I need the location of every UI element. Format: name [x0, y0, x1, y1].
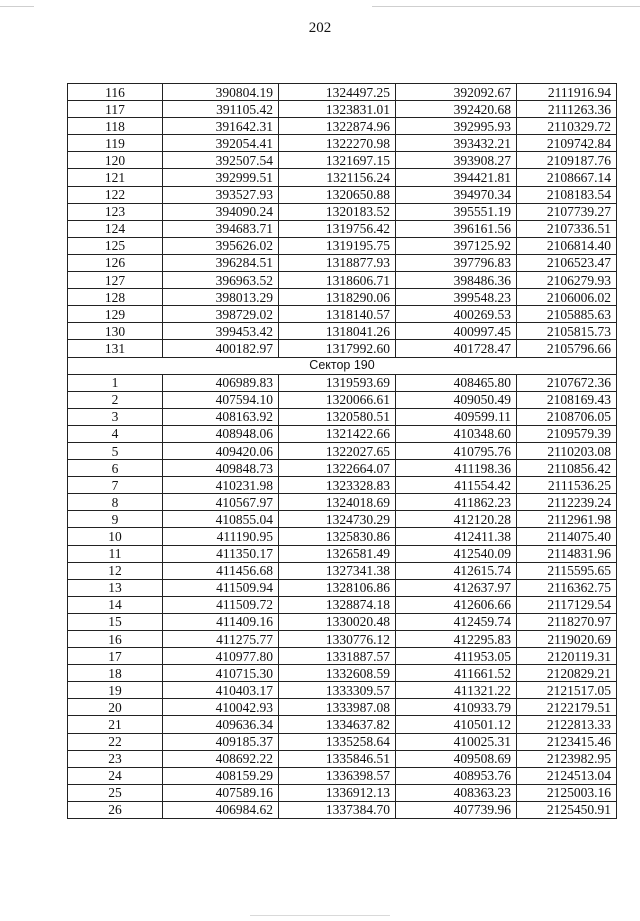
table-row: [68, 220, 617, 237]
point-number-cell: 119: [68, 135, 163, 152]
point-number-cell: 11: [68, 545, 163, 562]
point-number-cell: 2: [68, 391, 163, 408]
coordinate-cell: 2107336.51: [517, 220, 617, 237]
coordinate-cell: 409599.11: [396, 408, 517, 425]
coordinate-cell: 2106006.02: [517, 289, 617, 306]
table-row: [68, 562, 617, 579]
coordinate-cell: 2120119.31: [517, 648, 617, 665]
point-number-cell: 23: [68, 750, 163, 767]
coordinate-cell: 396284.51: [163, 254, 279, 271]
point-number-cell: 6: [68, 460, 163, 477]
table-row: [68, 494, 617, 511]
coordinates-table: [67, 83, 617, 819]
coordinate-cell: 2112239.24: [517, 494, 617, 511]
coordinate-cell: 1325830.86: [279, 528, 396, 545]
table-row: [68, 716, 617, 733]
table-row: [68, 169, 617, 186]
coordinate-cell: 2106523.47: [517, 254, 617, 271]
coordinate-cell: 1335846.51: [279, 750, 396, 767]
coordinate-cell: 2112961.98: [517, 511, 617, 528]
point-number-cell: 12: [68, 562, 163, 579]
coordinate-cell: 394683.71: [163, 220, 279, 237]
coordinate-cell: 407739.96: [396, 801, 517, 818]
point-number-cell: 120: [68, 152, 163, 169]
coordinate-cell: 2123982.95: [517, 750, 617, 767]
coordinate-cell: 2122813.33: [517, 716, 617, 733]
coordinate-cell: 1333309.57: [279, 682, 396, 699]
coordinate-cell: 2105815.73: [517, 323, 617, 340]
coordinate-cell: 410348.60: [396, 425, 517, 442]
coordinate-cell: 2121517.05: [517, 682, 617, 699]
table-row: [68, 101, 617, 118]
coordinate-cell: 1328874.18: [279, 596, 396, 613]
point-number-cell: 25: [68, 784, 163, 801]
coordinate-cell: 2106279.93: [517, 272, 617, 289]
coordinate-cell: 411350.17: [163, 545, 279, 562]
coordinate-cell: 1324018.69: [279, 494, 396, 511]
table-row: [68, 784, 617, 801]
point-number-cell: 116: [68, 84, 163, 101]
coordinate-cell: 410977.80: [163, 648, 279, 665]
coordinate-cell: 1335258.64: [279, 733, 396, 750]
table-row: [68, 254, 617, 271]
point-number-cell: 18: [68, 665, 163, 682]
coordinate-cell: 409848.73: [163, 460, 279, 477]
coordinate-cell: 407594.10: [163, 391, 279, 408]
coordinate-cell: 1319195.75: [279, 237, 396, 254]
point-number-cell: 13: [68, 579, 163, 596]
coordinate-cell: 391642.31: [163, 118, 279, 135]
coordinate-cell: 2125003.16: [517, 784, 617, 801]
table-row: [68, 84, 617, 101]
coordinate-cell: 410501.12: [396, 716, 517, 733]
coordinate-cell: 412459.74: [396, 613, 517, 630]
coordinate-cell: 392054.41: [163, 135, 279, 152]
coordinate-cell: 410042.93: [163, 699, 279, 716]
coordinate-cell: 393527.93: [163, 186, 279, 203]
coordinate-cell: 1323831.01: [279, 101, 396, 118]
table-row: [68, 306, 617, 323]
coordinate-cell: 2110329.72: [517, 118, 617, 135]
coordinate-cell: 2108169.43: [517, 391, 617, 408]
point-number-cell: 1: [68, 374, 163, 391]
coordinate-cell: 400269.53: [396, 306, 517, 323]
coordinate-cell: 406984.62: [163, 801, 279, 818]
top-divider-left: [0, 6, 34, 7]
coordinate-cell: 409420.06: [163, 442, 279, 459]
coordinate-cell: 410795.76: [396, 442, 517, 459]
point-number-cell: 16: [68, 631, 163, 648]
point-number-cell: 4: [68, 425, 163, 442]
coordinate-cell: 407589.16: [163, 784, 279, 801]
coordinate-cell: 412295.83: [396, 631, 517, 648]
coordinate-cell: 1326581.49: [279, 545, 396, 562]
coordinate-cell: 412606.66: [396, 596, 517, 613]
coordinate-cell: 411321.22: [396, 682, 517, 699]
table-row: [68, 135, 617, 152]
coordinate-cell: 399548.23: [396, 289, 517, 306]
sector-label: Сектор 190: [68, 357, 617, 374]
coordinate-cell: 412615.74: [396, 562, 517, 579]
table-row: [68, 442, 617, 459]
table-row: [68, 596, 617, 613]
point-number-cell: 9: [68, 511, 163, 528]
point-number-cell: 8: [68, 494, 163, 511]
coordinate-cell: 1321697.15: [279, 152, 396, 169]
coordinate-cell: 1318140.57: [279, 306, 396, 323]
coordinate-cell: 396963.52: [163, 272, 279, 289]
table-row: [68, 545, 617, 562]
coordinate-cell: 2107672.36: [517, 374, 617, 391]
coordinate-cell: 2110203.08: [517, 442, 617, 459]
coordinate-cell: 410231.98: [163, 477, 279, 494]
point-number-cell: 118: [68, 118, 163, 135]
coordinate-cell: 1333987.08: [279, 699, 396, 716]
point-number-cell: 14: [68, 596, 163, 613]
coordinate-cell: 2123415.46: [517, 733, 617, 750]
table-row: [68, 801, 617, 818]
point-number-cell: 131: [68, 340, 163, 357]
coordinate-cell: 2119020.69: [517, 631, 617, 648]
coordinate-cell: 392995.93: [396, 118, 517, 135]
point-number-cell: 126: [68, 254, 163, 271]
point-number-cell: 20: [68, 699, 163, 716]
coordinate-cell: 398013.29: [163, 289, 279, 306]
coordinate-cell: 1318041.26: [279, 323, 396, 340]
coordinate-cell: 2114831.96: [517, 545, 617, 562]
coordinate-cell: 1320183.52: [279, 203, 396, 220]
coordinate-cell: 412637.97: [396, 579, 517, 596]
coordinate-cell: 411190.95: [163, 528, 279, 545]
coordinate-cell: 1322874.96: [279, 118, 396, 135]
coordinate-cell: 406989.83: [163, 374, 279, 391]
coordinate-cell: 1319593.69: [279, 374, 396, 391]
point-number-cell: 26: [68, 801, 163, 818]
coordinate-cell: 1330020.48: [279, 613, 396, 630]
coordinate-cell: 1336912.13: [279, 784, 396, 801]
coordinate-cell: 392420.68: [396, 101, 517, 118]
coordinate-cell: 2107739.27: [517, 203, 617, 220]
sector-row: [68, 357, 617, 374]
coordinate-cell: 2108667.14: [517, 169, 617, 186]
coordinate-cell: 411509.72: [163, 596, 279, 613]
coordinate-cell: 2105885.63: [517, 306, 617, 323]
coordinate-cell: 410715.30: [163, 665, 279, 682]
page-number: 202: [308, 20, 332, 36]
table-row: [68, 579, 617, 596]
coordinate-cell: 411862.23: [396, 494, 517, 511]
table-row: [68, 425, 617, 442]
coordinate-cell: 395551.19: [396, 203, 517, 220]
coordinate-cell: 411275.77: [163, 631, 279, 648]
coordinate-cell: 411409.16: [163, 613, 279, 630]
coordinate-cell: 1331887.57: [279, 648, 396, 665]
coordinate-cell: 1322664.07: [279, 460, 396, 477]
coordinate-cell: 2124513.04: [517, 767, 617, 784]
coordinate-cell: 399453.42: [163, 323, 279, 340]
point-number-cell: 123: [68, 203, 163, 220]
table-row: [68, 750, 617, 767]
coordinate-cell: 391105.42: [163, 101, 279, 118]
coordinate-cell: 409050.49: [396, 391, 517, 408]
coordinate-cell: 1319756.42: [279, 220, 396, 237]
coordinate-cell: 1336398.57: [279, 767, 396, 784]
coordinate-cell: 394421.81: [396, 169, 517, 186]
coordinate-cell: 408692.22: [163, 750, 279, 767]
table-row: [68, 272, 617, 289]
table-row: [68, 186, 617, 203]
coordinate-cell: 412120.28: [396, 511, 517, 528]
table-row: [68, 511, 617, 528]
point-number-cell: 7: [68, 477, 163, 494]
coordinate-cell: 410933.79: [396, 699, 517, 716]
coordinate-cell: 411198.36: [396, 460, 517, 477]
coordinate-cell: 1322027.65: [279, 442, 396, 459]
table-row: [68, 733, 617, 750]
coordinate-cell: 2109742.84: [517, 135, 617, 152]
coordinate-cell: 2109579.39: [517, 425, 617, 442]
coordinate-cell: 398729.02: [163, 306, 279, 323]
coordinate-cell: 400182.97: [163, 340, 279, 357]
table-row: [68, 340, 617, 357]
table-row: [68, 682, 617, 699]
point-number-cell: 122: [68, 186, 163, 203]
coordinate-cell: 412411.38: [396, 528, 517, 545]
coordinate-cell: 408163.92: [163, 408, 279, 425]
coordinate-cell: 400997.45: [396, 323, 517, 340]
coordinate-cell: 2111263.36: [517, 101, 617, 118]
coordinate-cell: 1327341.38: [279, 562, 396, 579]
table-row: [68, 631, 617, 648]
coordinate-cell: 409508.69: [396, 750, 517, 767]
table-row: [68, 767, 617, 784]
coordinate-cell: 2118270.97: [517, 613, 617, 630]
coordinate-cell: 393908.27: [396, 152, 517, 169]
coordinate-cell: 398486.36: [396, 272, 517, 289]
coordinate-cell: 397125.92: [396, 237, 517, 254]
point-number-cell: 5: [68, 442, 163, 459]
table-row: [68, 118, 617, 135]
coordinate-cell: 1320066.61: [279, 391, 396, 408]
coordinate-cell: 2108706.05: [517, 408, 617, 425]
point-number-cell: 130: [68, 323, 163, 340]
coordinate-cell: 1322270.98: [279, 135, 396, 152]
point-number-cell: 24: [68, 767, 163, 784]
coordinate-cell: 2109187.76: [517, 152, 617, 169]
table-row: [68, 665, 617, 682]
coordinate-cell: 408465.80: [396, 374, 517, 391]
coordinate-cell: 1332608.59: [279, 665, 396, 682]
coordinate-cell: 1318606.71: [279, 272, 396, 289]
coordinate-cell: 394090.24: [163, 203, 279, 220]
coordinate-cell: 1337384.70: [279, 801, 396, 818]
coordinate-cell: 408948.06: [163, 425, 279, 442]
point-number-cell: 128: [68, 289, 163, 306]
coordinate-cell: 2117129.54: [517, 596, 617, 613]
table-row: [68, 699, 617, 716]
coordinate-cell: 393432.21: [396, 135, 517, 152]
coordinate-cell: 2122179.51: [517, 699, 617, 716]
point-number-cell: 124: [68, 220, 163, 237]
coordinate-cell: 411953.05: [396, 648, 517, 665]
table-row: [68, 408, 617, 425]
coordinate-cell: 410403.17: [163, 682, 279, 699]
point-number-cell: 117: [68, 101, 163, 118]
coordinate-cell: 401728.47: [396, 340, 517, 357]
point-number-cell: 17: [68, 648, 163, 665]
coordinate-cell: 408953.76: [396, 767, 517, 784]
coordinate-cell: 394970.34: [396, 186, 517, 203]
coordinate-cell: 410855.04: [163, 511, 279, 528]
point-number-cell: 3: [68, 408, 163, 425]
coordinate-cell: 412540.09: [396, 545, 517, 562]
coordinate-cell: 1334637.82: [279, 716, 396, 733]
point-number-cell: 21: [68, 716, 163, 733]
coordinate-cell: 410567.97: [163, 494, 279, 511]
table-row: [68, 152, 617, 169]
coordinate-cell: 1330776.12: [279, 631, 396, 648]
top-divider-right: [372, 6, 640, 7]
coordinate-cell: 1321422.66: [279, 425, 396, 442]
coordinate-cell: 408363.23: [396, 784, 517, 801]
point-number-cell: 121: [68, 169, 163, 186]
table-row: [68, 528, 617, 545]
table-row: [68, 203, 617, 220]
coordinate-cell: 411554.42: [396, 477, 517, 494]
coordinate-cell: 409185.37: [163, 733, 279, 750]
table-row: [68, 237, 617, 254]
coordinate-cell: 1318290.06: [279, 289, 396, 306]
point-number-cell: 15: [68, 613, 163, 630]
coordinate-cell: 390804.19: [163, 84, 279, 101]
table-row: [68, 374, 617, 391]
coordinate-cell: 411456.68: [163, 562, 279, 579]
coordinate-cell: 392092.67: [396, 84, 517, 101]
table-row: [68, 323, 617, 340]
coordinate-cell: 395626.02: [163, 237, 279, 254]
table-row: [68, 289, 617, 306]
coordinate-cell: 2105796.66: [517, 340, 617, 357]
point-number-cell: 125: [68, 237, 163, 254]
coordinate-cell: 2114075.40: [517, 528, 617, 545]
coordinate-cell: 411509.94: [163, 579, 279, 596]
coordinate-cell: 1324497.25: [279, 84, 396, 101]
table-row: [68, 648, 617, 665]
table-row: [68, 460, 617, 477]
coordinate-cell: 396161.56: [396, 220, 517, 237]
coordinate-cell: 1321156.24: [279, 169, 396, 186]
coordinate-cell: 2115595.65: [517, 562, 617, 579]
point-number-cell: 10: [68, 528, 163, 545]
coordinate-cell: 1317992.60: [279, 340, 396, 357]
coordinate-cell: 1324730.29: [279, 511, 396, 528]
coordinate-cell: 2110856.42: [517, 460, 617, 477]
table-row: [68, 391, 617, 408]
coordinate-cell: 2111536.25: [517, 477, 617, 494]
table-row: [68, 613, 617, 630]
point-number-cell: 127: [68, 272, 163, 289]
point-number-cell: 19: [68, 682, 163, 699]
coordinate-cell: 1320580.51: [279, 408, 396, 425]
coordinate-cell: 1323328.83: [279, 477, 396, 494]
coordinate-cell: 2125450.91: [517, 801, 617, 818]
coordinate-cell: 409636.34: [163, 716, 279, 733]
coordinate-cell: 410025.31: [396, 733, 517, 750]
coordinate-cell: 392999.51: [163, 169, 279, 186]
coordinate-cell: 411661.52: [396, 665, 517, 682]
table-row: [68, 477, 617, 494]
point-number-cell: 22: [68, 733, 163, 750]
coordinate-cell: 397796.83: [396, 254, 517, 271]
coordinate-cell: 2111916.94: [517, 84, 617, 101]
bottom-divider: [250, 915, 390, 916]
coordinate-cell: 2108183.54: [517, 186, 617, 203]
coordinate-cell: 2116362.75: [517, 579, 617, 596]
coordinate-cell: 2106814.40: [517, 237, 617, 254]
coordinate-cell: 2120829.21: [517, 665, 617, 682]
coordinate-cell: 1320650.88: [279, 186, 396, 203]
coordinate-cell: 1328106.86: [279, 579, 396, 596]
point-number-cell: 129: [68, 306, 163, 323]
coordinate-cell: 408159.29: [163, 767, 279, 784]
coordinate-cell: 1318877.93: [279, 254, 396, 271]
coordinate-cell: 392507.54: [163, 152, 279, 169]
